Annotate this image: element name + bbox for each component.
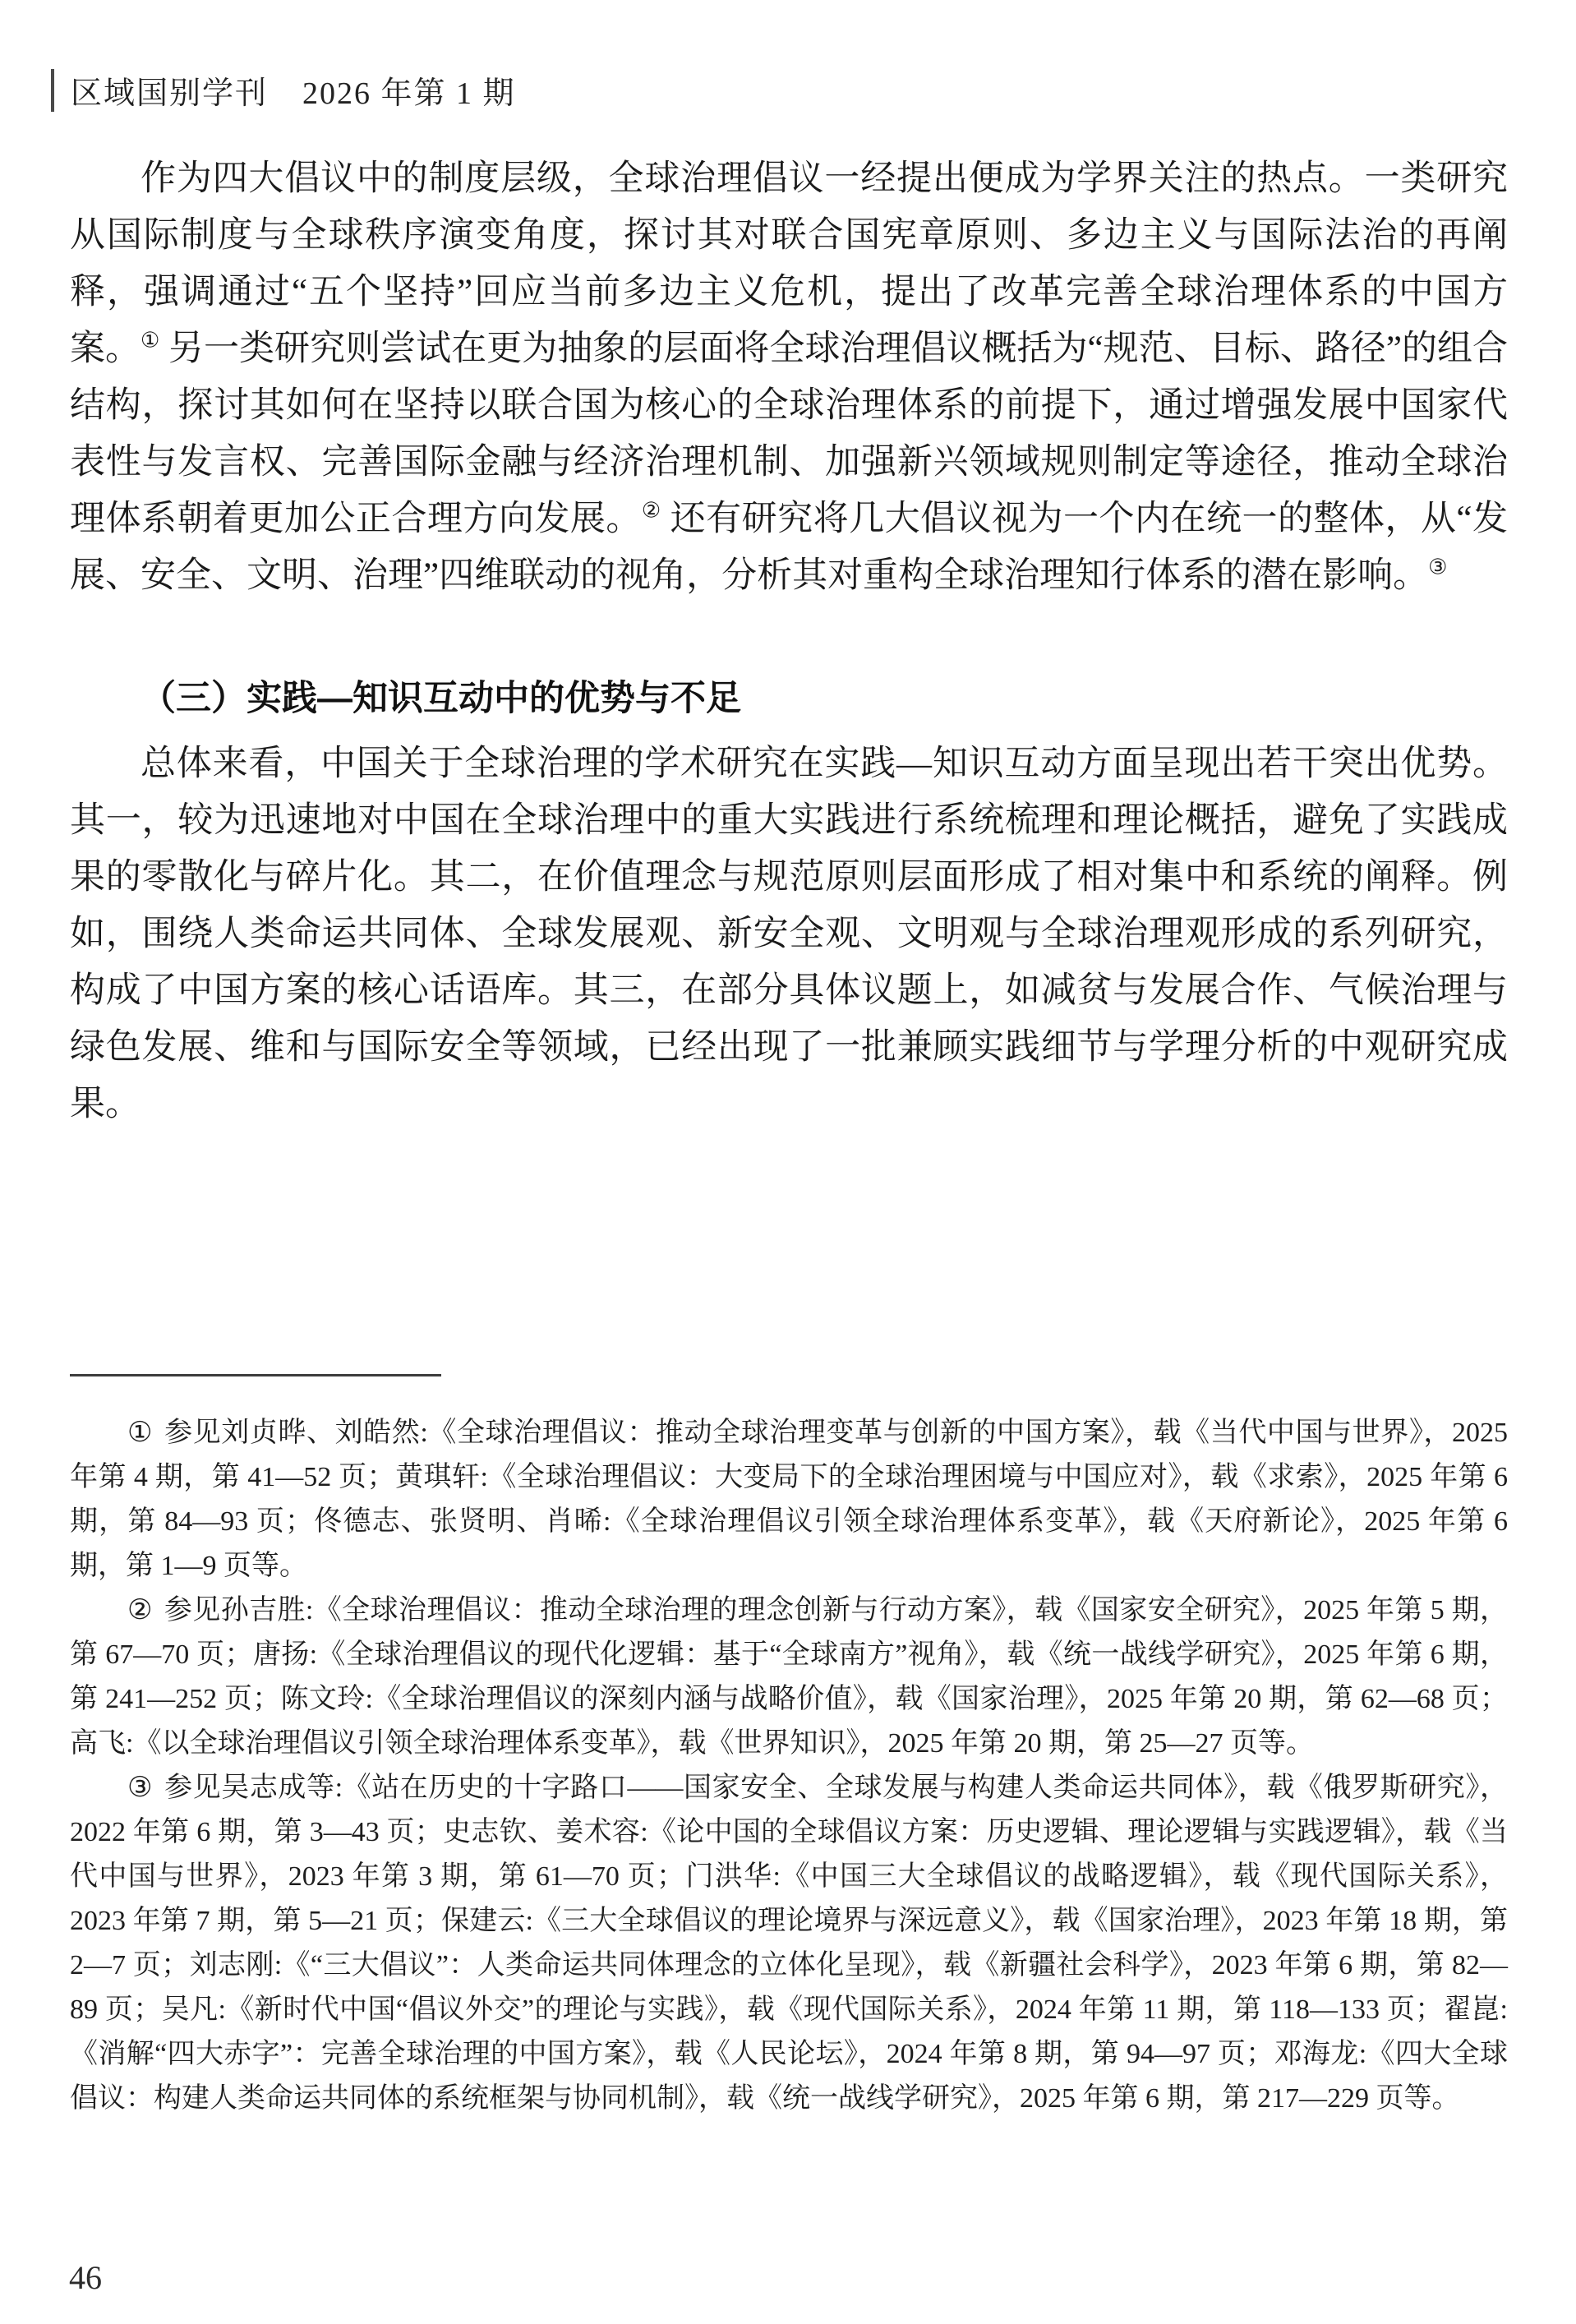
body-text: 总体来看，中国关于全球治理的学术研究在实践—知识互动方面呈现出若干突出优势。其一，较为迅速地对中国在全球治理中的重大实践进行系统梳理和理论概括，避免了实践成果的零散化与碎片化。其二，在价值理念与规范原则层面形成了相对集中和系统的阐释。例如，围绕人类命运共同体、全球发展观、新安全观、文明观与全球治理观形成的系列研究，构成了中国方案的核心话语库。其三，在部分具体议题上，如减贫与发展合作、气候治理与绿色发展、维和与国际安全等领域，已经出现了一批兼顾实践细节与学理分析的中观研究成果。 xyxy=(70,745,1508,1123)
running-head xyxy=(51,67,516,113)
body-text: 另一类研究则尝试在更为抽象的层面将全球治理倡议概括为“规范、目标、路径”的组合结构，探讨其如何在坚持以联合国为核心的全球治理体系的前提下，通过增强发展中国家代表性与发言权、完善国际金融与经济治理机制、加强新兴领域规则制定等途径，推动全球治理体系朝着更加公正合理方向发展。 xyxy=(70,330,1508,538)
footnote xyxy=(70,1411,1508,1589)
section-heading: （三）实践—知识互动中的优势与不足 xyxy=(141,679,741,718)
footnote-ref: ③ xyxy=(1428,555,1448,579)
body-text: 还有研究将几大倡议视为一个内在统一的整体，从“发展、安全、文明、治理”四维联动的视角，分析其对重构全球治理知行体系的潜在影响。 xyxy=(70,500,1508,595)
footnote-separator-rule xyxy=(70,1374,441,1376)
footnote-marker: ③ xyxy=(127,1773,154,1803)
footnote-ref: ② xyxy=(641,498,661,523)
article-body xyxy=(70,150,1508,1132)
page-number: 46 xyxy=(69,2259,102,2296)
body-paragraph-1 xyxy=(70,150,1508,604)
body-text: 作为四大倡议中的制度层级，全球治理倡议一经提出便成为学界关注的热点。一类研究从国际制度与全球秩序演变角度，探讨其对联合国宪章原则、多边主义与国际法治的再阐释，强调通过“五个坚持”回应当前多边主义危机，提出了改革完善全球治理体系的中国方案。 xyxy=(70,159,1508,368)
header-divider-bar xyxy=(51,69,54,112)
footnote-marker: ② xyxy=(127,1595,153,1625)
footnote-list xyxy=(70,1411,1508,2121)
footnote-text: 参见刘贞晔、刘皓然:《全球治理倡议：推动全球治理变革与创新的中国方案》，载《当代中国与世界》，2025 年第 4 期，第 41—52 页；黄琪轩:《全球治理倡议：大变局下的全球治理困境与中国应对》，载《求索》，2025 年第 6 期，第 84—93 页；佟德志、张贤明、肖晞:《全球治理倡议引领全球治理体系变革》，载《天府新论》，2025 年第 6 期，第 1—9 页等。 xyxy=(70,1418,1508,1581)
footnote xyxy=(70,1766,1508,2121)
footnote-marker: ① xyxy=(127,1418,154,1448)
footnote xyxy=(70,1589,1508,1766)
footnote-text: 参见孙吉胜:《全球治理倡议：推动全球治理的理念创新与行动方案》，载《国家安全研究》，2025 年第 5 期，第 67—70 页；唐扬:《全球治理倡议的现代化逻辑：基于“全球南方”视角》，载《统一战线学研究》，2025 年第 6 期，第 241—252 页；陈文玲:《全球治理倡议的深刻内涵与战略价值》，载《国家治理》，2025 年第 20 期，第 62—68 页；高飞:《以全球治理倡议引领全球治理体系变革》，载《世界知识》，2025 年第 20 期，第 25—27 页等。 xyxy=(70,1595,1508,1759)
footnote-ref: ① xyxy=(141,328,160,353)
journal-title: 区域国别学刊 xyxy=(71,76,269,111)
issue-label: 2026 年第 1 期 xyxy=(302,76,516,111)
footnote-text: 参见吴志成等:《站在历史的十字路口——国家安全、全球发展与构建人类命运共同体》，载《俄罗斯研究》，2022 年第 6 期，第 3—43 页；史志钦、姜术容:《论中国的全球倡议方案：历史逻辑、理论逻辑与实践逻辑》，载《当代中国与世界》，2023 年第 3 期，第 61—70 页；门洪华:《中国三大全球倡议的战略逻辑》，载《现代国际关系》，2023 年第 7 期，第 5—21 页；保建云:《三大全球倡议的理论境界与深远意义》，载《国家治理》，2023 年第 18 期，第 2—7 页；刘志刚:《“三大倡议”：人类命运共同体理念的立体化呈现》，载《新疆社会科学》，2023 年第 6 期，第 82—89 页；吴凡:《新时代中国“倡议外交”的理论与实践》，载《现代国际关系》，2024 年第 11 期，第 118—133 页；翟崑:《消解“四大赤字”：完善全球治理的中国方案》，载《人民论坛》，2024 年第 8 期，第 94—97 页；邓海龙:《四大全球倡议：构建人类命运共同体的系统框架与协同机制》，载《统一战线学研究》，2025 年第 6 期，第 217—229 页等。 xyxy=(70,1773,1508,2114)
footnotes-section xyxy=(70,1374,1508,2121)
body-paragraph-2 xyxy=(70,735,1508,1132)
